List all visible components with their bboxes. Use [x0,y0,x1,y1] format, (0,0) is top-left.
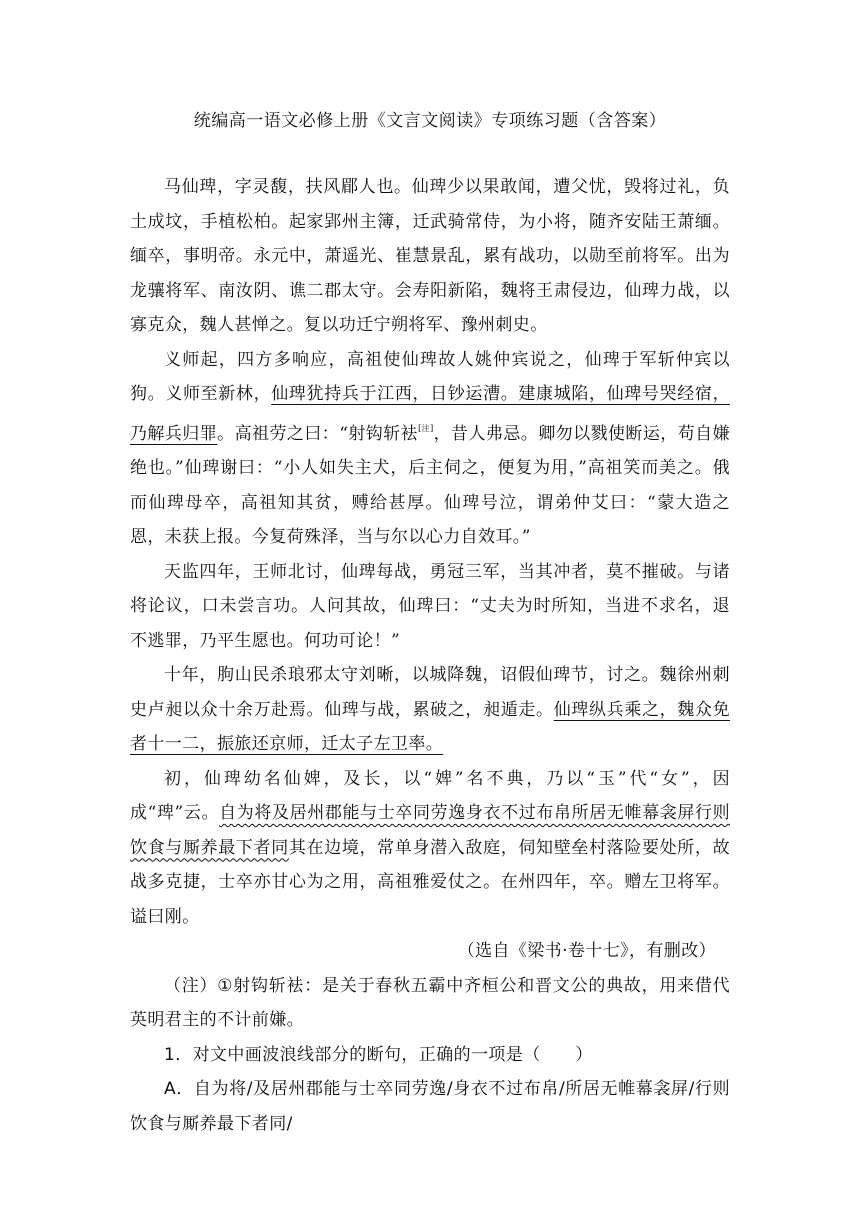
paragraph-5-text-a: 初，仙琕幼名仙婢，及长，以“婢”名不典，乃以“玉”代“女”，因成“琕”云。 [130,768,730,823]
passage-body [130,170,730,1141]
passage-paragraph-2 [130,343,730,555]
underlined-sentence-1: 仙琕犹持兵于江西，日钞运漕。建康城陷，仙琕号哭经宿，乃解兵归罪 [130,384,730,444]
passage-paragraph-5 [130,762,730,935]
paragraph-5-text-b: 其在边境，常单身潜入敌庭，伺知壁垒村落险要处所，故战多克捷，士卒亦甘心为之用，高祖雅爱仗之。在州四年，卒。赠左卫将军。谥曰刚。 [130,837,730,927]
paragraph-2-text-c: ，昔人弗忌。卿勿以戮使断运，苟自嫌绝也。”仙琕谢曰：“小人如失主犬，后主伺之，便复为用，”高祖笑而美之。俄而仙琕母卒，高祖知其贫，赙给甚厚。仙琕号泣，谓弟仲艾曰：“蒙大造之恩，未获上报。今复荷殊泽，当与尔以心力自效耳。” [130,423,730,547]
wavy-underlined-passage: 自为将及居州郡能与士卒同劳逸身衣不过布帛所居无帷幕衾屏行则饮食与厮养最下者同 [130,803,730,858]
paragraph-2-text-a: 义师起，四方多响应，高祖使仙琕故人姚仲宾说之，仙琕于军斩仲宾以狗。义师至新林， [130,349,730,404]
paragraph-4-text-a: 十年，朐山民杀琅邪太守刘晰，以城降魏，诏假仙琕节，讨之。魏徐州刺史卢昶以众十余万赴焉。仙琕与战，累破之，昶遁走。 [130,665,730,720]
question-1: 1．对文中画波浪线部分的断句，正确的一项是（ ） [164,1044,593,1065]
footnote-marker: [注] [418,423,434,433]
option-a: A．自为将/及居州郡能与士卒同劳逸/身衣不过布帛/所居无帷幕衾屏/行则饮食与厮养最下者同/ [130,1079,730,1134]
source-citation: （选自《梁书·卷十七》，有删改） [457,941,716,961]
passage-paragraph-1: 马仙琕，字灵馥，扶风郿人也。仙琕少以果敢闻，遭父忧，毁将过礼，负土成坟，手植松柏。起家郢州主簿，迁武骑常侍，为小将，随齐安陆王萧缅。缅卒，事明帝。永元中，萧遥光、崔慧景乱，累有战功，以勋至前将军。出为龙骧将军、南汝阴、谯二郡太守。会寿阳新陷，魏将王肃侵边，仙琕力战，以寡克众，魏人甚惮之。复以功迁宁朔将军、豫州刺史。 [130,177,730,335]
paragraph-2-text-b: 。高祖劳之曰：“射钩斩袪 [217,423,419,444]
passage-paragraph-3: 天监四年，王师北讨，仙琕每战，勇冠三军，当其冲者，莫不摧破。与诸将论议，口未尝言功。人问其故，仙琕曰：“丈夫为时所知，当进不求名，退不逃罪，乃平生愿也。何功可论！” [130,561,730,651]
document-title: 统编高一语文必修上册《文言文阅读》专项练习题（含答案） [193,111,667,131]
underlined-sentence-2: 仙琕纵兵乘之，魏众免者十一二，振旅还京师，迁太子左卫率。 [130,699,730,754]
passage-paragraph-4 [130,658,730,762]
footnote: （注）①射钩斩袪：是关于春秋五霸中齐桓公和晋文公的典故，用来借代英明君主的不计前嫌。 [130,975,730,1030]
